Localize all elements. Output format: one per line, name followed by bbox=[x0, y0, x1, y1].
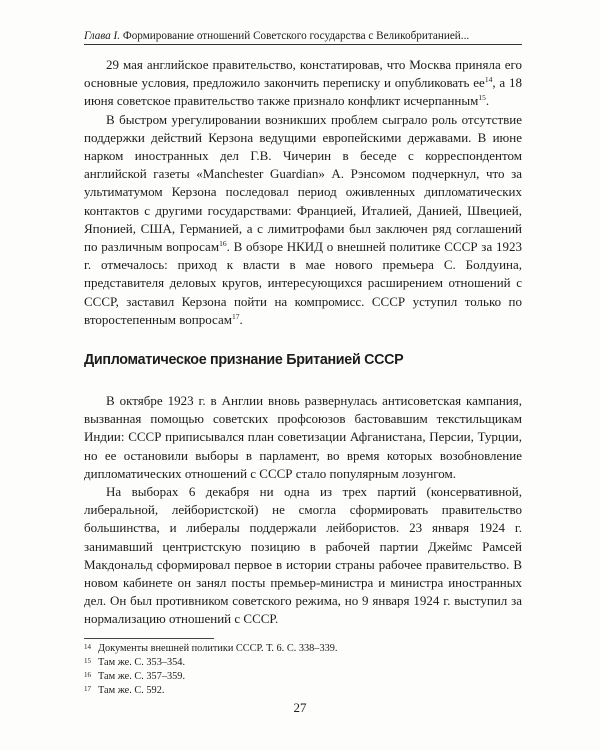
footnote-item bbox=[84, 642, 522, 656]
footnote-number: 17 bbox=[84, 685, 91, 693]
paragraph-elections: На выборах 6 декабря ни одна из трех партий (консервативной, либеральной, лейбористской) не смогла сформировать правительство большинства, и либералы поддержали лейбористов. 23 января 1924 г. занимавший центристскую позицию в рабочей партии Джеймс Рамсей Макдональд сформировал первое в истории страны рабочее правительство. В новом кабинете он занял посты премьер-министра и министра иностранных дел. Он был противником советского режима, но 9 января 1924 г. выступил за нормализацию отношений с СССР. bbox=[84, 484, 522, 627]
footnote-text: Там же. С. 353–354. bbox=[98, 657, 186, 668]
footnote-number: 14 bbox=[84, 643, 91, 651]
footnote-item bbox=[84, 670, 522, 684]
footnote-number: 16 bbox=[84, 671, 91, 679]
section-heading: Дипломатическое признание Британией СССР bbox=[84, 352, 404, 368]
chapter-label: Глава I. bbox=[84, 30, 121, 42]
running-header bbox=[84, 29, 522, 43]
footnote-text: Там же. С. 592. bbox=[98, 685, 165, 696]
chapter-title: Формирование отношений Советского государства с Великобританией... bbox=[122, 30, 470, 42]
page-number: 27 bbox=[293, 700, 307, 715]
footnote-ref-15[interactable]: 15 bbox=[478, 93, 486, 103]
footnote-ref-17[interactable]: 17 bbox=[231, 311, 240, 321]
footnote-text: Документы внешней политики СССР. Т. 6. С. 338–339. bbox=[98, 643, 338, 654]
paragraph-campaign: В октябре 1923 г. в Англии вновь развернулась антисоветская кампания, вызванная помощью советских профсоюзов бастовавшим текстильщикам Индии: СССР приписывался план советизации Афганистана, Персии, Турции, но ее остановили выборы в парламент, во время которых возобновление дипломатических отношений с СССР стало популярным лозунгом. bbox=[84, 393, 522, 481]
text-block-top bbox=[84, 56, 522, 329]
footnote-ref-16[interactable]: 16 bbox=[219, 239, 227, 249]
paragraph-settlement: В быстром урегулировании возникших проблем сыграло роль отсутствие поддержки действий Керзона ведущими европейскими державами. В июне нарком иностранных дел Г.В. Чичерин в беседе с корреспондентом английской газеты «Manchester Guardian» А. Рэнсомом подчеркнул, что за ультиматумом Керзона последовал период оживленных дипломатических контактов с другими государствами: Францией, Италией, Данией, Швецией, Японией, США, Германией, а с лимитрофами был заключен ряд соглашений по различным вопросам$^{16}$. В обзоре НКИД о внешней политике СССР за 1923 г. отмечалось: приход к власти в мае нового премьера С. Болдуина, представителя деловых кругов, интересующихся расширением отношений с СССР, заставил Керзона пойти на компромисс. СССР уступил только по второстепенным вопросам$^{17}$. bbox=[84, 111, 522, 327]
footnotes bbox=[84, 642, 522, 698]
footnote-item bbox=[84, 656, 522, 670]
header-rule bbox=[84, 44, 522, 45]
footnote-rule bbox=[84, 638, 214, 639]
text-block-bottom bbox=[84, 392, 522, 629]
footnote-ref-14[interactable]: 14 bbox=[484, 75, 493, 85]
footnote-item bbox=[84, 684, 522, 698]
footnote-text: Там же. С. 357–359. bbox=[98, 671, 186, 682]
paragraph-agreement: 29 мая английское правительство, констатировав, что Москва приняла его основные условия, предложило закончить переписку и опубликовать $ее^{14}$, а 18 июня советское правительство также признало конфликт исчерпанным$^{15}$. bbox=[84, 57, 522, 109]
footnote-number: 15 bbox=[84, 657, 91, 665]
